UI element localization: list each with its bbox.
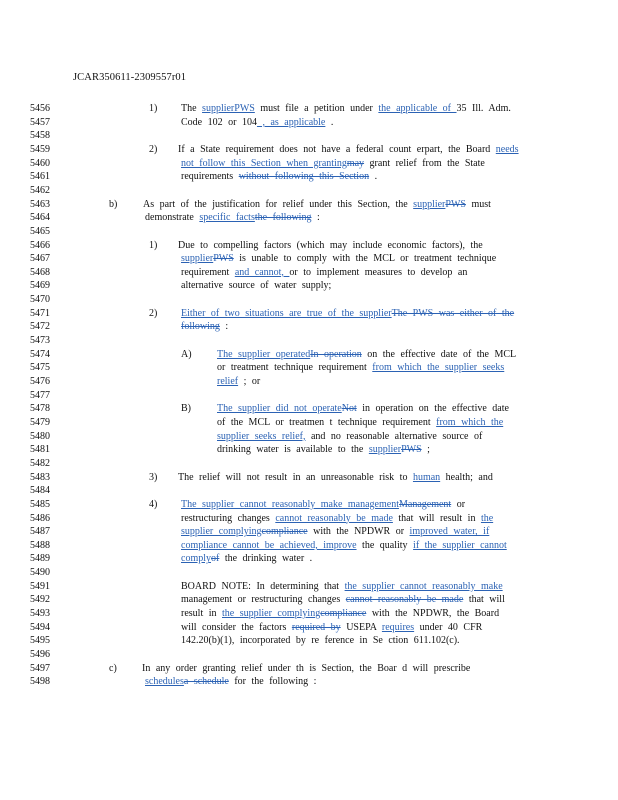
item-label: 3) xyxy=(149,471,158,483)
line-number: 5497 xyxy=(30,662,50,674)
line-number: 5479 xyxy=(30,416,50,428)
plain-text: for the following xyxy=(228,676,309,688)
line-text xyxy=(181,102,511,115)
document-line xyxy=(0,471,618,484)
plain-text: and no reasonable alternative source of xyxy=(305,430,483,442)
line-text xyxy=(181,279,331,292)
document-line xyxy=(0,225,618,238)
inserted-text: supplier seeks relief, xyxy=(217,430,306,442)
document-line xyxy=(0,211,618,224)
line-number: 5472 xyxy=(30,321,50,333)
deleted-text: PWS xyxy=(213,253,234,265)
line-text xyxy=(181,116,333,129)
line-text xyxy=(178,239,483,252)
item-label: c) xyxy=(109,662,117,674)
inserted-text: supplier xyxy=(368,444,402,456)
deleted-text: compliance xyxy=(320,608,367,620)
line-text xyxy=(217,443,430,456)
line-text xyxy=(181,512,493,525)
plain-text: restructuring changes xyxy=(181,512,276,524)
line-number: 5498 xyxy=(30,676,50,688)
line-text xyxy=(178,471,493,484)
line-number: 5471 xyxy=(30,307,50,319)
plain-text: in operation on the effective date xyxy=(356,403,509,415)
document-line xyxy=(0,457,618,470)
document-line xyxy=(0,566,618,579)
document-line xyxy=(0,648,618,661)
inserted-text: comply xyxy=(181,553,211,565)
line-text xyxy=(145,675,316,688)
inserted-text: supplier xyxy=(181,253,214,265)
inserted-text: not follow this Section when granting xyxy=(181,157,347,169)
plain-text: requirement xyxy=(181,266,235,278)
line-number: 5495 xyxy=(30,635,50,647)
plain-text: Due to compelling factors (which may include economic factors), the xyxy=(178,239,483,251)
plain-text: USEPA xyxy=(340,621,382,633)
line-text xyxy=(181,607,499,620)
inserted-text: from which the supplier seeks xyxy=(372,362,505,374)
plain-text: or xyxy=(451,498,466,510)
line-number: 5487 xyxy=(30,526,50,538)
plain-text: must xyxy=(465,198,491,210)
line-text xyxy=(145,211,320,224)
inserted-text: human xyxy=(412,471,441,483)
line-number: 5474 xyxy=(30,348,50,360)
plain-text: : xyxy=(308,676,317,688)
item-label: 2) xyxy=(149,307,158,319)
inserted-text: if the supplier cannot xyxy=(413,539,507,551)
document-line xyxy=(0,320,618,333)
line-number: 5461 xyxy=(30,171,50,183)
document-line xyxy=(0,552,618,565)
deleted-text: following xyxy=(181,321,220,333)
line-text xyxy=(181,252,496,265)
line-number: 5496 xyxy=(30,649,50,660)
document-line xyxy=(0,102,618,115)
line-number: 5492 xyxy=(30,594,50,606)
item-label: A) xyxy=(181,348,192,360)
line-number: 5469 xyxy=(30,280,50,292)
deleted-text: The PWS was either of the xyxy=(391,307,515,319)
document-line xyxy=(0,129,618,142)
line-number: 5493 xyxy=(30,608,50,620)
plain-text: : xyxy=(311,212,320,224)
document-line xyxy=(0,443,618,456)
deleted-text: the following xyxy=(254,212,312,224)
item-label: 2) xyxy=(149,143,158,155)
line-number: 5458 xyxy=(30,130,50,142)
deleted-text: cannot reasonably be made xyxy=(345,594,464,606)
document-line xyxy=(0,634,618,647)
plain-text: The relief will not result in an unreasonable risk to xyxy=(178,471,413,483)
line-number: 5473 xyxy=(30,335,50,347)
line-number: 5478 xyxy=(30,403,50,415)
document-line xyxy=(0,416,618,429)
document-line xyxy=(0,252,618,265)
inserted-text: relief xyxy=(217,376,239,387)
item-label: B) xyxy=(181,403,191,415)
document-line xyxy=(0,662,618,675)
line-number: 5475 xyxy=(30,362,50,374)
line-text xyxy=(181,634,460,647)
document-line xyxy=(0,293,618,306)
line-number: 5465 xyxy=(30,225,50,237)
plain-text: or to implement measures to develop an xyxy=(289,266,468,278)
line-text xyxy=(142,662,470,675)
deleted-text: Not xyxy=(341,403,357,415)
plain-text: health; and xyxy=(440,471,493,483)
plain-text: Code 102 or 104 xyxy=(181,116,257,128)
line-text xyxy=(181,170,377,183)
document-line xyxy=(0,348,618,361)
document-line xyxy=(0,170,618,183)
inserted-text: cannot reasonably be made xyxy=(275,512,393,524)
plain-text: . xyxy=(369,171,378,183)
plain-text: drinking water is available to the xyxy=(217,444,369,456)
line-number: 5468 xyxy=(30,266,50,278)
document-line xyxy=(0,184,618,197)
inserted-text: supplier complying xyxy=(181,526,262,538)
item-label: 4) xyxy=(149,498,158,510)
line-text xyxy=(181,320,228,333)
inserted-text: supplierPWS xyxy=(202,103,255,114)
line-number: 5480 xyxy=(30,430,50,442)
line-text xyxy=(217,361,504,374)
plain-text: 35 Ill. Adm. xyxy=(456,103,511,114)
deleted-text: compliance xyxy=(261,526,308,538)
plain-text: the drinking water xyxy=(219,553,305,565)
inserted-text: improved water, if xyxy=(409,526,490,538)
inserted-text: supplier xyxy=(413,198,446,210)
plain-text: or treatment technique requirement xyxy=(217,362,373,374)
plain-text: with the NPDWR, the Board xyxy=(366,608,500,620)
document-line xyxy=(0,539,618,552)
document-id-header: JCAR350611-2309557r01 xyxy=(73,72,187,83)
plain-text: alternative source of water supply; xyxy=(181,280,332,292)
plain-text: If a State requirement does not have a federal count erpart, the Board xyxy=(178,143,496,155)
line-text xyxy=(181,498,465,511)
plain-text: with the NPDWR or xyxy=(307,526,410,538)
document-line xyxy=(0,498,618,511)
plain-text: the quality xyxy=(356,539,414,551)
plain-text: is unable to comply with the MCL or treatment technique xyxy=(233,253,497,265)
plain-text: BOARD NOTE: In determining that xyxy=(181,580,345,592)
plain-text: under 40 CFR xyxy=(414,621,483,633)
plain-text: that will result in xyxy=(392,512,481,524)
line-number: 5486 xyxy=(30,512,50,524)
line-text xyxy=(217,402,509,415)
document-line xyxy=(0,484,618,497)
inserted-text: the xyxy=(480,512,494,524)
plain-text: demonstrate xyxy=(145,212,200,224)
line-number: 5482 xyxy=(30,457,50,469)
deleted-text: PWS xyxy=(401,444,422,456)
plain-text: of the MCL or treatmen t technique requirement xyxy=(217,416,437,428)
plain-text: As part of the justification for relief under this Section, the xyxy=(143,198,414,210)
line-text xyxy=(181,621,482,634)
document-line xyxy=(0,198,618,211)
document-line xyxy=(0,512,618,525)
line-number: 5476 xyxy=(30,376,50,387)
plain-text: that will xyxy=(463,594,505,606)
deleted-text: a schedule xyxy=(183,676,229,688)
line-number: 5463 xyxy=(30,198,50,210)
inserted-text: from which the xyxy=(436,416,504,428)
document-line xyxy=(0,675,618,688)
deleted-text: required by xyxy=(291,621,341,633)
plain-text: The xyxy=(181,103,203,114)
document-line xyxy=(0,334,618,347)
line-text xyxy=(181,307,514,320)
plain-text: : xyxy=(219,321,229,333)
document-line xyxy=(0,239,618,252)
line-number: 5462 xyxy=(30,184,50,196)
plain-text: 142.20(b)(1), incorporated by re ference in Se ction 611.102(c). xyxy=(181,635,460,647)
line-number: 5477 xyxy=(30,389,50,401)
line-text xyxy=(181,539,507,552)
line-number: 5467 xyxy=(30,253,50,265)
plain-text: result in xyxy=(181,608,222,620)
plain-text: grant relief from the State xyxy=(364,157,485,169)
line-text xyxy=(217,416,503,429)
line-number: 5481 xyxy=(30,444,50,456)
item-label: 1) xyxy=(149,103,158,114)
document-line xyxy=(0,580,618,593)
line-text xyxy=(181,157,485,170)
document-line xyxy=(0,430,618,443)
document-line xyxy=(0,307,618,320)
inserted-text: compliance cannot be achieved, improve xyxy=(181,539,357,551)
inserted-text: the applicable of xyxy=(378,103,457,114)
line-text xyxy=(217,375,260,388)
document-line xyxy=(0,525,618,538)
inserted-text: the supplier complying xyxy=(222,608,321,620)
deleted-text: without following this Section xyxy=(238,171,370,183)
document-line xyxy=(0,621,618,634)
document-line xyxy=(0,157,618,170)
line-text xyxy=(217,430,482,443)
line-text xyxy=(181,266,467,279)
line-text xyxy=(217,348,516,361)
line-text xyxy=(181,580,503,593)
line-text xyxy=(181,552,312,565)
line-number: 5456 xyxy=(30,103,50,114)
line-number: 5489 xyxy=(30,553,50,565)
line-number: 5494 xyxy=(30,621,50,633)
plain-text: ; or xyxy=(238,376,261,387)
item-label: 1) xyxy=(149,239,158,251)
plain-text: . xyxy=(304,553,313,565)
inserted-text: The supplier operated xyxy=(217,348,311,360)
plain-text: will consider the factors xyxy=(181,621,292,633)
line-number: 5488 xyxy=(30,539,50,551)
document-line xyxy=(0,143,618,156)
item-label: b) xyxy=(109,198,118,210)
inserted-text: the supplier cannot reasonably make xyxy=(344,580,503,592)
inserted-text: The supplier did not operate xyxy=(217,403,342,415)
inserted-text: and cannot, xyxy=(234,266,290,278)
line-number: 5464 xyxy=(30,212,50,224)
line-text xyxy=(181,525,489,538)
line-text xyxy=(178,143,519,156)
deleted-text: Management xyxy=(398,498,452,510)
plain-text: must file a petition under xyxy=(254,103,379,114)
plain-text: on the effective date of the MCL xyxy=(361,348,517,360)
document-line xyxy=(0,607,618,620)
inserted-text: specific facts xyxy=(199,212,255,224)
line-number: 5460 xyxy=(30,157,50,169)
inserted-text: schedules xyxy=(145,676,184,688)
plain-text: management or restructuring changes xyxy=(181,594,346,606)
deleted-text: of xyxy=(211,553,220,565)
line-number: 5457 xyxy=(30,116,50,128)
document-line xyxy=(0,389,618,402)
plain-text: In any order granting relief under th is Section, the Boar d will prescribe xyxy=(142,662,471,674)
document-line xyxy=(0,279,618,292)
inserted-text: , as applicable xyxy=(256,116,326,128)
plain-text: requirements xyxy=(181,171,239,183)
line-number: 5484 xyxy=(30,485,50,497)
line-number: 5470 xyxy=(30,294,50,306)
document-line xyxy=(0,116,618,129)
plain-text: ; xyxy=(421,444,430,456)
line-text xyxy=(143,198,491,211)
line-number: 5491 xyxy=(30,580,50,592)
line-number: 5483 xyxy=(30,471,50,483)
deleted-text: In operation xyxy=(310,348,362,360)
line-number: 5466 xyxy=(30,239,50,251)
document-line xyxy=(0,266,618,279)
plain-text: . xyxy=(325,116,334,128)
line-number: 5485 xyxy=(30,498,50,510)
inserted-text: needs xyxy=(495,143,519,155)
document-line xyxy=(0,361,618,374)
line-number: 5490 xyxy=(30,567,50,579)
document-line xyxy=(0,402,618,415)
line-number: 5459 xyxy=(30,143,50,155)
inserted-text: requires xyxy=(381,621,415,633)
deleted-text: PWS xyxy=(445,198,466,210)
document-line xyxy=(0,593,618,606)
inserted-text: Either of two situations are true of the supplier xyxy=(181,307,392,319)
deleted-text: may xyxy=(346,157,365,169)
line-text xyxy=(181,593,505,606)
inserted-text: The supplier cannot reasonably make management xyxy=(181,498,399,510)
document-line xyxy=(0,375,618,388)
